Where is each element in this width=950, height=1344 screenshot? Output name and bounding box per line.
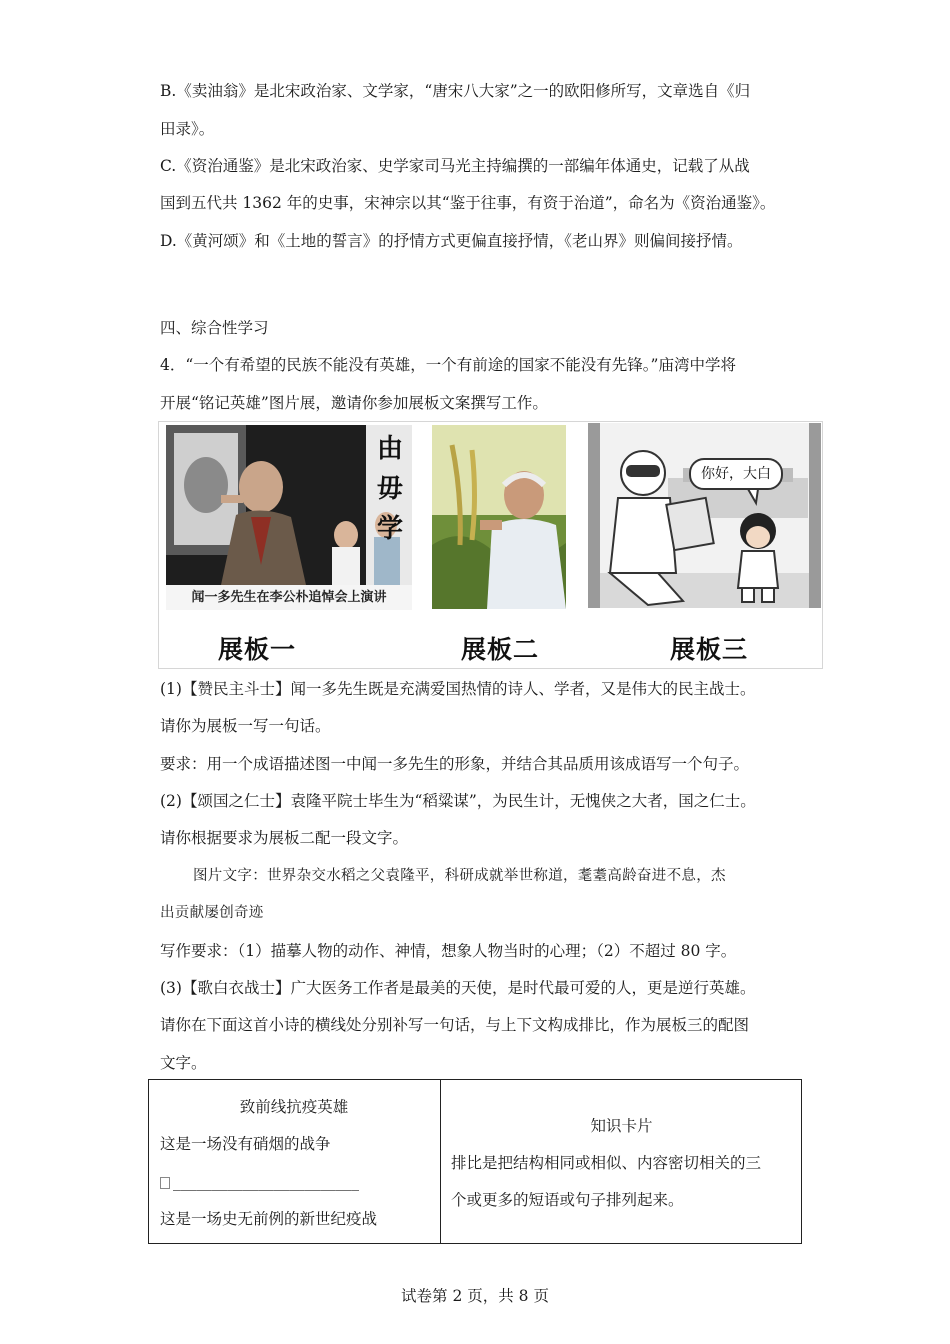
poem-blank: ________________________ — [173, 1173, 359, 1191]
board-three-photo — [588, 423, 821, 608]
option-c-line-2: 国到五代共 1362 年的史事，宋神宗以其“鉴于往事，有资于治道”，命名为《资治通鉴》。 — [160, 194, 776, 212]
blank-marker-icon — [160, 1177, 170, 1189]
medical-worker-cartoon — [588, 423, 821, 608]
knowledge-card-line-1: 排比是把结构相同或相似、内容密切相关的三 — [451, 1154, 762, 1172]
sub3-line-3: 文字。 — [160, 1054, 207, 1072]
knowledge-card-line-2: 个或更多的短语或句子排列起来。 — [451, 1191, 684, 1209]
board-one-label: 展板一 — [218, 635, 297, 664]
board-two-photo — [432, 425, 566, 609]
option-d-line-1: D.《黄河颂》和《土地的誓言》的抒情方式更偏直接抒情，《老山界》则偏间接抒情。 — [160, 232, 743, 250]
knowledge-card-title: 知识卡片 — [590, 1117, 653, 1135]
page-number-footer: 试卷第 2 页，共 8 页 — [401, 1287, 549, 1305]
section-title: 四、综合性学习 — [160, 319, 269, 337]
sub1-line-1: (1)【赞民主斗士】闻一多先生既是充满爱国热情的诗人、学者，又是伟大的民主战士。 — [160, 680, 756, 698]
sub3-line-1: (3)【歌白衣战士】广大医务工作者是最美的天使，是时代最可爱的人，更是逆行英雄。 — [160, 979, 756, 997]
board-three-label: 展板三 — [670, 635, 749, 664]
sub3-line-2: 请你在下面这首小诗的横线处分别补写一句话，与上下文构成排比，作为展板三的配图 — [160, 1016, 750, 1034]
sub2-requirement: 写作要求：（1）描摹人物的动作、神情，想象人物当时的心理；（2）不超过 80 字。 — [160, 942, 737, 960]
table-column-divider — [440, 1079, 441, 1244]
board-one-banner-text: 由 毋 学 — [376, 434, 403, 544]
sub2-picture-text-line-2: 出贡献屡创奇迹 — [160, 905, 264, 921]
option-b-line-2: 田录》。 — [160, 120, 215, 138]
board-three-speech-bubble-text: 你好，大白 — [701, 466, 771, 482]
sub2-line-1: (2)【颂国之仁士】袁隆平院士毕生为“稻粱谋”，为民生计，无愧侠之大者，国之仁士。 — [160, 792, 756, 810]
sub1-requirement: 要求：用一个成语描述图一中闻一多先生的形象，并结合其品质用该成语写一个句子。 — [160, 755, 750, 773]
poem-title: 致前线抗疫英雄 — [239, 1098, 349, 1116]
rice-field-illustration — [432, 425, 566, 609]
board-one-photo — [166, 425, 412, 610]
sub2-line-2: 请你根据要求为展板二配一段文字。 — [160, 829, 409, 847]
poem-line-1: 这是一场没有硝烟的战争 — [160, 1135, 331, 1153]
poem-line-3: 这是一场史无前例的新世纪疫战 — [160, 1210, 378, 1228]
sub2-picture-text-line-1: 图片文字：世界杂交水稻之父袁隆平，科研成就举世称道，耄耋高龄奋进不息，杰 — [193, 868, 726, 884]
q4-intro-line-2: 开展“铭记英雄”图片展，邀请你参加展板文案撰写工作。 — [160, 394, 548, 412]
board-two-label: 展板二 — [461, 635, 540, 664]
option-c-line-1: C.《资治通鉴》是北宋政治家、史学家司马光主持编撰的一部编年体通史，记载了从战 — [160, 157, 750, 175]
q4-intro-line-1: 4．“一个有希望的民族不能没有英雄，一个有前途的国家不能没有先锋。”庙湾中学将 — [160, 356, 736, 374]
sub1-line-2: 请你为展板一写一句话。 — [160, 717, 331, 735]
board-one-caption: 闻一多先生在李公朴追悼会上演讲 — [166, 585, 412, 610]
poem-blank-line[interactable] — [160, 1172, 359, 1192]
option-b-line-1: B.《卖油翁》是北宋政治家、文学家，“唐宋八大家”之一的欧阳修所写，文章选自《归 — [160, 82, 751, 100]
